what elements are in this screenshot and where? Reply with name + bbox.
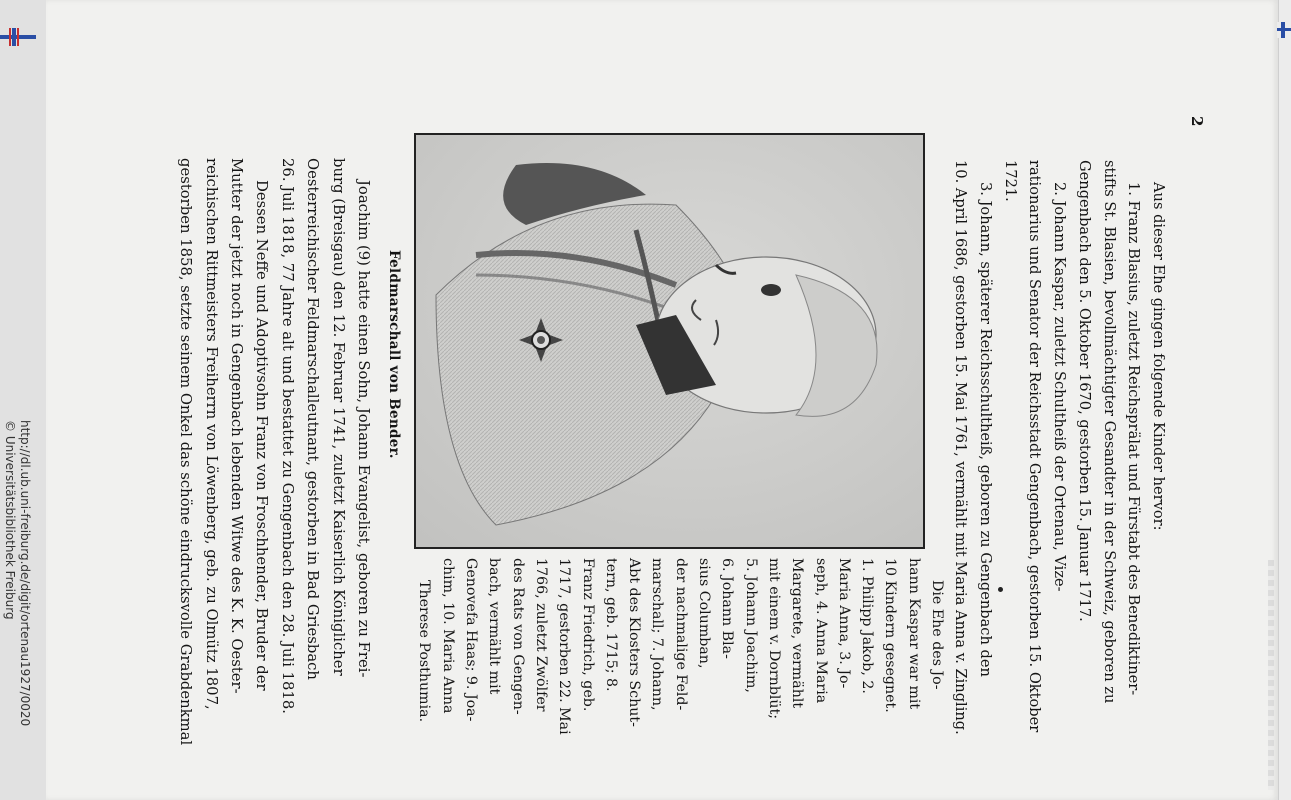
text-line: Abt des Klosters Schut-: [626, 558, 643, 727]
text-line: seph, 4. Anna Maria: [812, 558, 829, 704]
text-line: Aus dieser Ehe gingen folgende Kinder hervor:: [1150, 182, 1167, 531]
flag-icon: [0, 28, 36, 46]
text-line: Joachim (9) hatte einen Sohn, Johann Evangelist, geboren zu Frei-: [355, 180, 372, 678]
text-line: 10. April 1686, gestorben 15. Mai 1761, vermählt mit Maria Anna v. Zingling.: [952, 160, 970, 735]
credit-text: [2, 420, 32, 800]
main-text-block: [948, 160, 1170, 735]
side-text-block: [412, 558, 948, 735]
text-line: tern, geb. 1715; 8.: [602, 558, 619, 692]
text-line: Gengenbach den 5. Oktober 1670, gestorben 15. Januar 1717.: [1075, 160, 1093, 622]
portrait-illustration: [414, 133, 925, 549]
text-line: 2. Johann Kaspar, zuletzt Schultheiß der Ortenau, Vize-: [1051, 182, 1069, 592]
text-line: 1766, zuletzt Zwölfer: [532, 558, 549, 712]
text-line: hann Kaspar war mit: [905, 558, 922, 710]
text-line: Maria Anna, 3. Jo-: [835, 558, 852, 689]
text-line: Mutter der jetzt noch in Gengenbach lebenden Witwe des K. K. Oester-: [227, 158, 245, 694]
portrait-caption: Feldmarschall von Bender.: [386, 250, 402, 459]
text-line: stifts St. Blasien, bevollmächtigter Gesandter in der Schweiz, geboren zu: [1100, 160, 1118, 704]
text-line: Therese Posthumia.: [416, 580, 433, 723]
text-line: der nachmalige Feld-: [672, 558, 689, 711]
page-edge: [1278, 0, 1291, 800]
text-line: 10 Kindern gesegnet.: [882, 558, 899, 713]
text-line: bach, vermählt mit: [486, 558, 503, 695]
text-line: Die Ehe des Jo-: [929, 580, 945, 690]
text-line: Genovefa Haas; 9. Joa-: [463, 558, 480, 722]
text-line: 1717, gestorben 22. Mai: [556, 558, 573, 735]
text-line: burg (Breisgau) den 12. Februar 1741, zuletzt Kaiserlich Königlicher: [329, 158, 347, 676]
text-line: Franz Friedrich, geb.: [579, 558, 596, 712]
text-line: chim, 10. Maria Anna: [439, 558, 456, 714]
viewer-sidebar: [0, 0, 46, 800]
flag-icon-right: [1277, 22, 1291, 38]
text-line: 5. Johann Joachim,: [742, 558, 759, 693]
bottom-text-block: [173, 158, 376, 745]
text-line: sius Columban,: [696, 558, 713, 669]
text-line: 3. Johann, späterer Reichsschultheiß, geboren zu Gengenbach den: [977, 182, 995, 677]
text-line: 26. Juli 1818, 77 Jahre alt und bestattet zu Gengenbach den 28. Juli 1818.: [278, 158, 296, 715]
text-line: 1. Franz Blasius, zuletzt Reichsprälat und Fürstabt des Benediktiner-: [1125, 182, 1143, 696]
text-line: Margarete, vermählt: [789, 558, 806, 709]
copyright-text: © Universitätsbibliothek Freiburg: [3, 420, 17, 620]
page-number: 2: [1188, 116, 1206, 127]
page-stack-edge: [1268, 560, 1274, 790]
ink-dot: [998, 587, 1003, 592]
text-line: 1. Philipp Jakob, 2.: [859, 558, 876, 694]
text-line: mit einem v. Dornblüt;: [765, 558, 782, 720]
text-line: marschall; 7. Johann,: [649, 558, 666, 711]
text-line: 1721.: [1001, 160, 1019, 202]
text-line: Dessen Neffe und Adoptivsohn Franz von Froschhender, Bruder der: [253, 180, 271, 691]
text-line: des Rats von Gengen-: [509, 558, 526, 715]
text-line: reichischen Rittmeisters Freiherrn von Löwenberg, geb. zu Olmütz 1807,: [202, 158, 220, 710]
source-url[interactable]: http://dl.ub.uni-freiburg.de/digit/ortenau1927/0020: [18, 420, 32, 727]
text-line: rationarius und Senator der Reichsstadt Gengenbach, gestorben 15. Oktober: [1026, 160, 1044, 733]
text-line: gestorben 1858, setzte seinem Onkel das schöne eindrucksvolle Grabdenkmal: [177, 158, 195, 746]
text-line: Oesterreichischer Feldmarschalleutnant, gestorben in Bad Griesbach: [304, 158, 322, 680]
text-line: 6. Johann Bla-: [719, 558, 736, 659]
